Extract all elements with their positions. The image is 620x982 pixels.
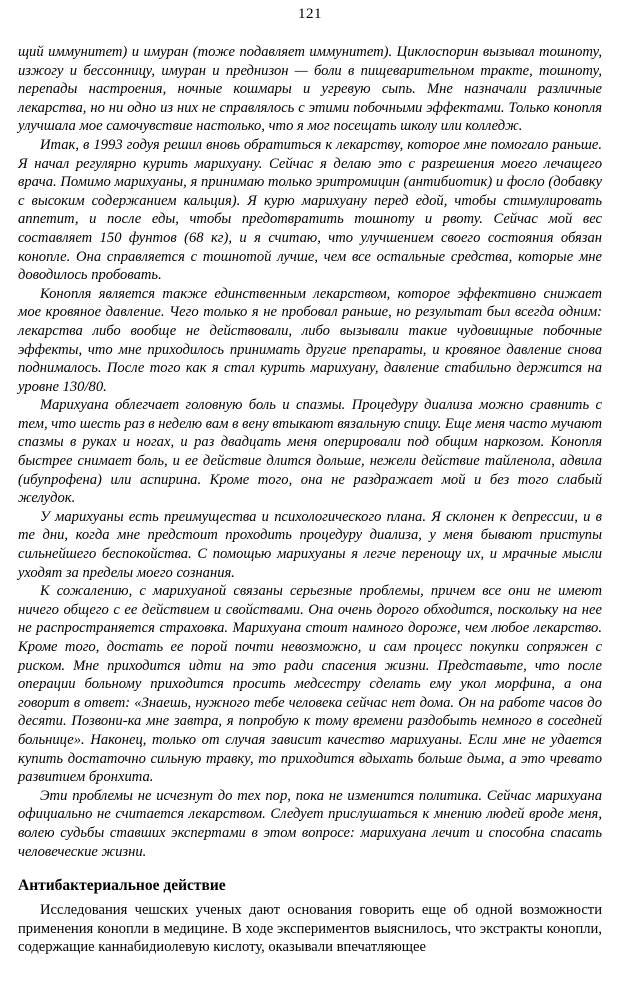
section-heading: Антибактериальное действие [18, 877, 226, 895]
page-number: 121 [298, 6, 322, 22]
paragraph: Конопля является также единственным лекарством, которое эффективно снижает мое кровяное давление. Чего только я не пробовал раньше, но результат был всегда одним: лекарства либо вообще не действовали, либо вызывали такие чудовищные побочные эффекты, что мне приходилось принимать другие препараты, и кровяное давление снова поднималось. После того как я стал курить марихуану, давление стабильно держится на уровне 130/80. [18, 285, 602, 395]
paragraph: Итак, в 1993 годуя решил вновь обратиться к лекарству, которое мне помогало раньше. Я начал регулярно курить марихуану. Сейчас я делаю это с разрешения моего лечащего врача. Помимо марихуаны, я принимаю только эритромицин (антибиотик) и фосло (добавку с высоким содержанием кальция). Я курю марихуану перед едой, чтобы стимулировать аппетит, и после еды, чтобы предотвратить тошноту и рвоту. Сейчас мой вес составляет 150 фунтов (68 кг), и я считаю, что улучшением своего состояния обязан конопле. Она справляется с тошнотой лучше, чем все остальные средства, которые мне доводилось пробовать. [18, 136, 602, 284]
paragraph: Эти проблемы не исчезнут до тех пор, пока не изменится политика. Сейчас марихуана официально не считается лекарством. Следует прислушаться к мнению людей вроде меня, волею судьбы ставших экспертами в этом вопросе: марихуана лечит и способна спасать человеческие жизни. [18, 787, 602, 860]
paragraph: щий иммунитет) и имуран (тоже подавляет иммунитет). Циклоспорин вызывал тошноту, изжогу и бессонницу, имуран и преднизон — боли в пищеварительном тракте, тошноту, перепады настроения, ночные кошмары и угревую сыпь. Мне назначали различные лекарства, но ни одно из них не справлялось с этими побочными эффектами. Только конопля улучшала мое самочувствие настолько, что я мог посещать школу или колледж. [18, 44, 602, 135]
section-body [18, 901, 602, 957]
paragraph: К сожалению, с марихуаной связаны серьезные проблемы, причем все они не имеют ничего общего с ее действием и свойствами. Она очень дорого обходится, поскольку на нее не распространяется страховка. Марихуана стоит намного дороже, чем любое лекарство. Кроме того, достать ее порой почти невозможно, и сам процесс покупки сопряжен с риском. Мне приходится идти на это ради спасения жизни. Представьте, что после операции больному приходится просить медсестру сделать ему укол морфина, а она говорит в ответ: «Знаешь, нужного тебе человека сейчас нет дома. Он на работе часов до десяти. Позвони-ка мне завтра, я попробую к тому времени раздобыть немного в соседней больнице». Наконец, только от случая зависит качество марихуаны. Если мне не удается купить достаточно сильную травку, то приходится вдыхать больше дыма, а это чревато развитием бронхита. [18, 583, 602, 786]
page-body [18, 43, 602, 861]
paragraph: Исследования чешских ученых дают основания говорить еще об одной возможности применения конопли в медицине. В ходе экспериментов выяснилось, что экстракты конопли, содержащие каннабидиолевую кислоту, оказывали впечатляющее [18, 902, 602, 956]
paragraph: У марихуаны есть преимущества и психологического плана. Я склонен к депрессии, и в те дни, когда мне предстоит проходить процедуру диализа, у меня бывают приступы сильнейшего беспокойства. С помощью марихуаны я легче перенощу их, и мрачные мысли уходят за пределы моего сознания. [18, 508, 602, 581]
paragraph: Марихуана облегчает головную боль и спазмы. Процедуру диализа можно сравнить с тем, что шесть раз в неделю вам в вену втыкают вязальную спицу. Еще меня часто мучают спазмы в руках и ногах, и раз двадцать меня оперировали под общим наркозом. Конопля быстрее снимает боль, и ее действие длится дольше, нежели действие тайленола, адвила (ибупрофена) или аспирина. Кроме того, она не раздражает мой и без того слабый желудок. [18, 397, 602, 507]
